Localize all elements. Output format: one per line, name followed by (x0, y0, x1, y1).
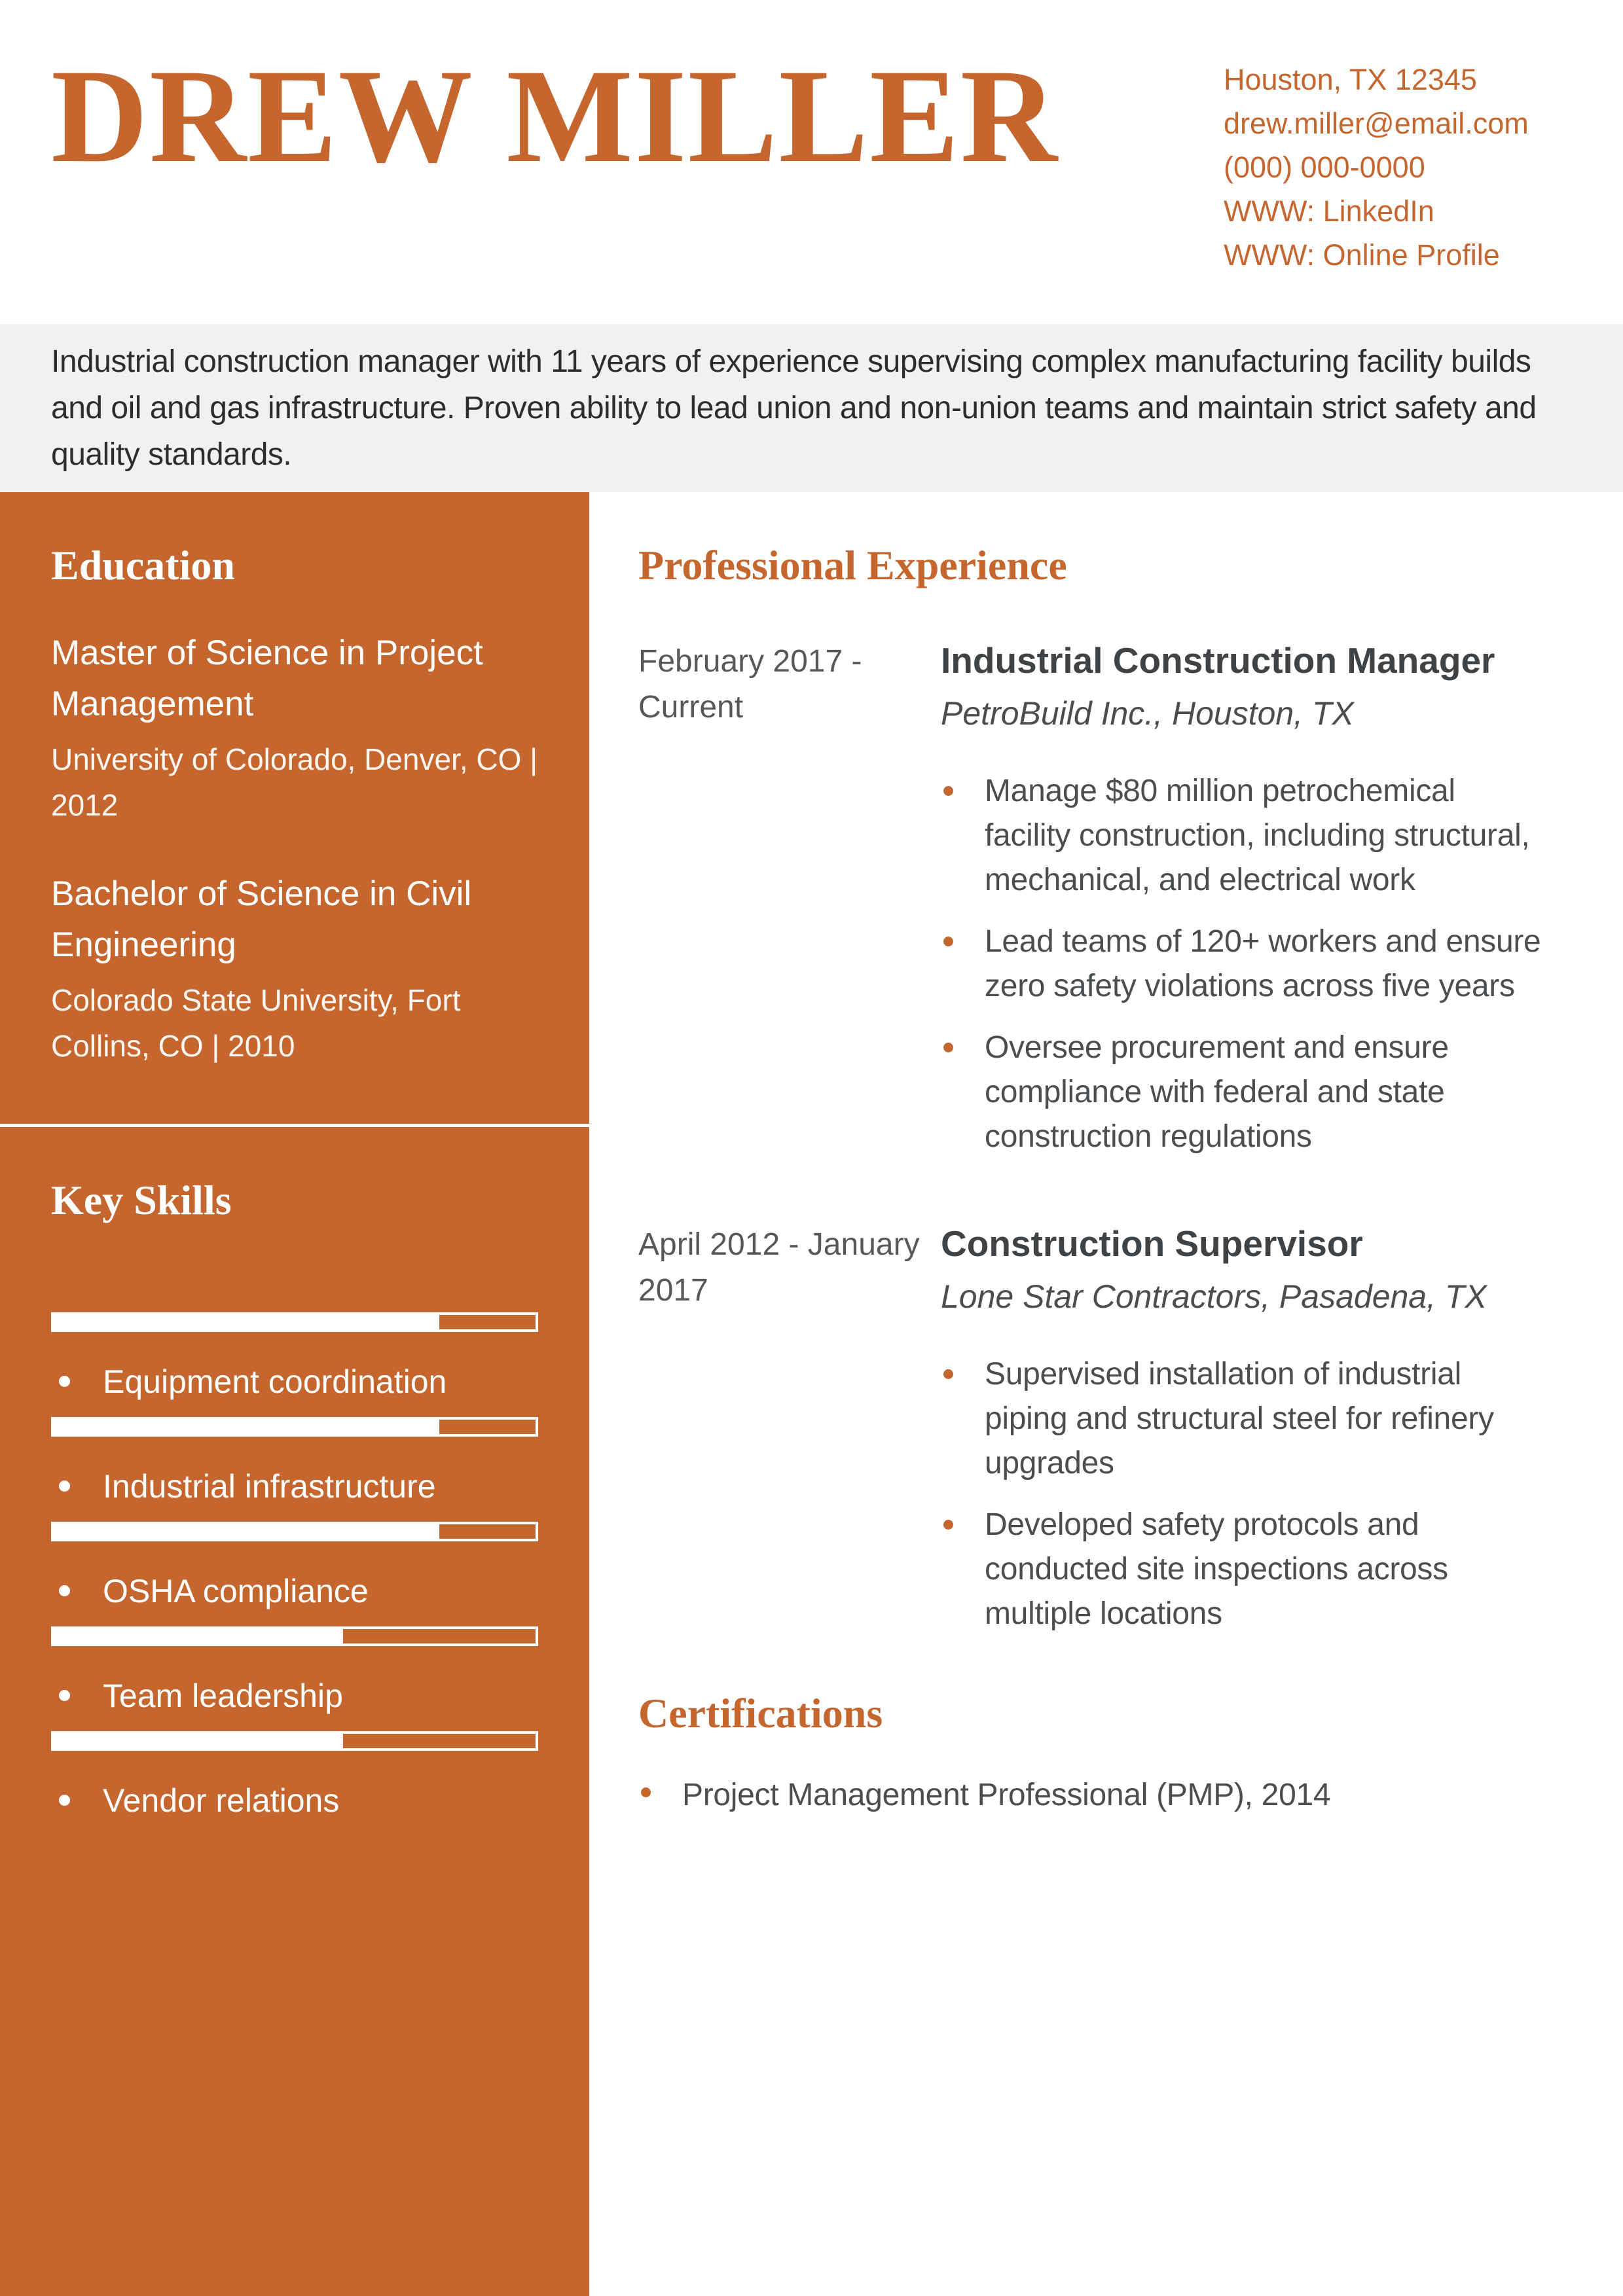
job-entry (638, 639, 1548, 1176)
bullet-dot (641, 1787, 651, 1797)
sidebar (0, 492, 589, 2296)
job-company: PetroBuild Inc., Houston, TX (941, 694, 1354, 732)
bullet-dot (59, 1480, 70, 1492)
summary-section (0, 324, 1623, 492)
contact-website: WWW: Online Profile (1224, 238, 1500, 272)
contact-location: Houston, TX 12345 (1224, 63, 1477, 96)
skill-level-bar (51, 1626, 538, 1646)
section-divider (0, 1124, 589, 1127)
contact-linkedin: WWW: LinkedIn (1224, 194, 1434, 228)
header (0, 0, 1623, 324)
key-skills-heading: Key Skills (51, 1176, 232, 1223)
job-bullets (941, 1352, 1548, 1636)
experience-heading: Professional Experience (638, 542, 1067, 588)
job-entry (638, 1222, 1548, 1653)
job-bullet: Lead teams of 120+ workers and ensure zero safety violations across five years (941, 920, 1548, 1009)
bullet-dot (59, 1376, 70, 1387)
bullet-dot (943, 1520, 953, 1530)
contact-email: drew.miller@email.com (1224, 107, 1529, 140)
contact-phone: (000) 000-0000 (1224, 151, 1425, 184)
job-company: Lone Star Contractors, Pasadena, TX (941, 1278, 1487, 1315)
skill-label: Team leadership (103, 1677, 343, 1715)
skill-item (51, 1522, 538, 1610)
skill-item (51, 1626, 538, 1715)
skill-level-bar (51, 1417, 538, 1437)
skill-item (51, 1731, 538, 1820)
skill-level-fill (54, 1629, 343, 1643)
degree-name: Bachelor of Science in Civil Engineering (51, 874, 472, 964)
skill-level-bar (51, 1312, 538, 1332)
education-entry (51, 628, 538, 828)
bullet-dot (943, 1043, 953, 1052)
job-bullet: Oversee procurement and ensure compliance with federal and state construction regulations (941, 1026, 1548, 1159)
certifications-heading: Certifications (638, 1689, 883, 1736)
skill-label: Industrial infrastructure (103, 1468, 436, 1505)
bullet-dot (59, 1690, 70, 1701)
skill-item (51, 1312, 538, 1401)
job-title: Construction Supervisor (941, 1223, 1363, 1264)
skill-level-fill (54, 1420, 439, 1434)
skills-list (51, 1312, 538, 1820)
certification-item: Project Management Professional (PMP), 2014 (638, 1773, 1548, 1818)
skill-label: OSHA compliance (103, 1573, 369, 1610)
education-heading: Education (51, 542, 235, 588)
skill-label: Equipment coordination (103, 1363, 447, 1401)
skill-level-bar (51, 1731, 538, 1751)
job-bullet: Developed safety protocols and conducted site inspections across multiple locations (941, 1503, 1548, 1636)
job-bullet: Manage $80 million petrochemical facility construction, including structural, mechanical, and electrical work (941, 769, 1548, 903)
certifications-list (638, 1773, 1548, 1818)
skill-level-fill (54, 1315, 439, 1329)
bullet-dot (943, 786, 953, 796)
candidate-name: DREW MILLER (51, 42, 1059, 190)
bullet-dot (59, 1585, 70, 1596)
education-entry (51, 869, 538, 1069)
main-column (589, 492, 1623, 2296)
summary-text: Industrial construction manager with 11 years of experience supervising complex manufacturing facility builds and oil and gas infrastructure. Proven ability to lead union and non-union teams and maintain strict safety and quality standards. (51, 344, 1537, 472)
job-dates: April 2012 - January 2017 (638, 1227, 920, 1308)
skill-item (51, 1417, 538, 1505)
degree-name: Master of Science in Project Management (51, 633, 483, 723)
body-columns (0, 492, 1623, 2296)
skill-level-fill (54, 1734, 343, 1748)
bullet-dot (59, 1795, 70, 1806)
job-dates: February 2017 - Current (638, 643, 862, 725)
skill-level-bar (51, 1522, 538, 1541)
skill-label: Vendor relations (103, 1782, 340, 1820)
job-bullets (941, 769, 1548, 1159)
school-name: Colorado State University, Fort Collins, CO | 2010 (51, 982, 461, 1063)
contact-block (1224, 58, 1551, 277)
bullet-dot (943, 1369, 953, 1379)
bullet-dot (943, 937, 953, 946)
school-name: University of Colorado, Denver, CO | 2012 (51, 742, 538, 822)
job-bullet: Supervised installation of industrial piping and structural steel for refinery upgrades (941, 1352, 1548, 1486)
job-title: Industrial Construction Manager (941, 639, 1495, 681)
skill-level-fill (54, 1524, 439, 1539)
